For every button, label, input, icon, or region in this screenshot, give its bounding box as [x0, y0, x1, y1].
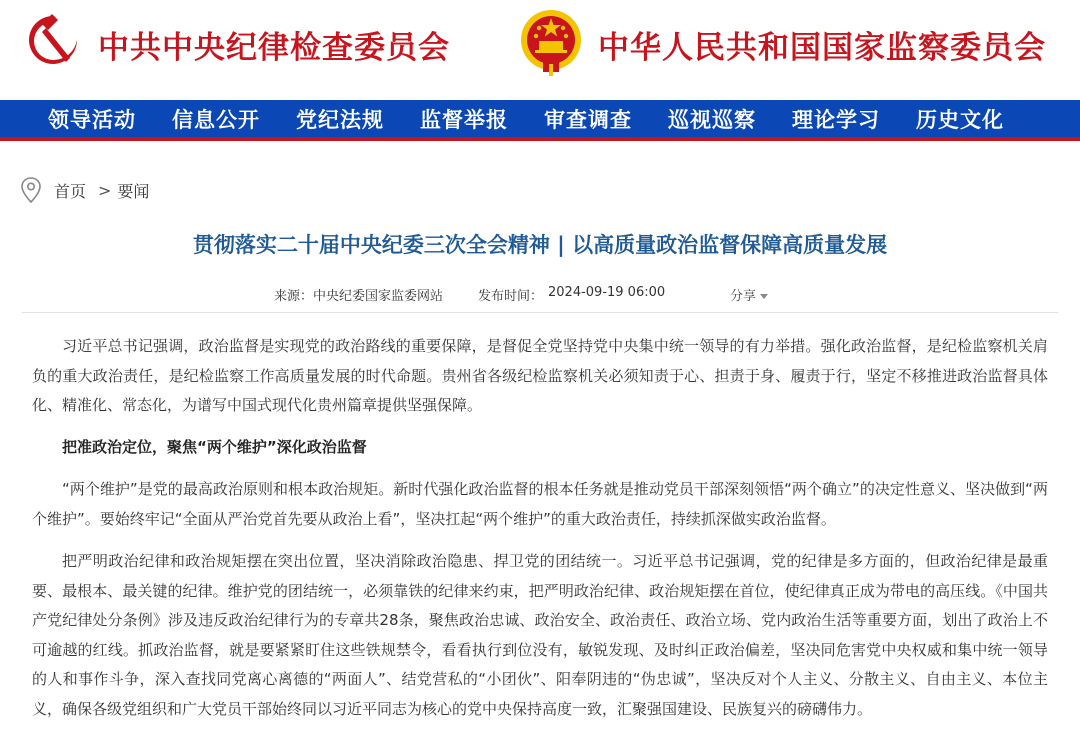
nav-item-leadership[interactable]: 领导活动 [48, 106, 136, 132]
national-supervisory-commission-title[interactable]: 中华人民共和国国家监察委员会 [598, 30, 1046, 66]
caret-down-icon [760, 294, 768, 299]
section-heading: 把准政治定位，聚焦“两个维护”深化政治监督 [62, 437, 367, 456]
source-value: 中央纪委国家监委网站 [313, 289, 444, 304]
nav-item-report[interactable]: 监督举报 [420, 106, 508, 132]
article-title: 贯彻落实二十届中央纪委三次全会精神 | 以高质量政治监督保障高质量发展 [192, 233, 888, 257]
paragraph-political-discipline: 把严明政治纪律和政治规矩摆在突出位置，坚决消除政治隐患、捍卫党的团结统一。习近平总书记强调，党的纪律是多方面的，但政治纪律是最重要、最根本、最关键的纪律。维护党的团结统一，必须靠铁的纪律来约束，把严明政治纪律、政治规矩摆在首位，使纪律真正成为带电的高压线。《中国共产党纪律处分条例》涉及违反政治纪律行为的专章共28条，聚焦政治忠诚、政治安全、政治责任、政治立场、党内政治生活等重要方面，划出了政治上不可逾越的红线。抓政治监督，就是要紧紧盯住这些铁规禁令，看看执行到位没有，敏锐发现、及时纠正政治偏差，坚决同危害党中央权威和集中统一领导的人和事作斗争，深入查找同党离心离德的“两面人”、结党营私的“小团伙”、阳奉阴违的“伪忠诚”，坚决反对个人主义、分散主义、自由主义、本位主义，确保各级党组织和广大党员干部始终同以习近平同志为核心的党中央保持高度一致，汇聚强国建设、民族复兴的磅礴伟力。 [32, 552, 1048, 718]
publish-time-value: 2024-09-19 06:00 [548, 285, 666, 300]
publish-time-label: 发布时间： [478, 289, 544, 304]
nav-item-theory[interactable]: 理论学习 [792, 106, 880, 132]
paragraph-two-maintains: “两个维护”是党的最高政治原则和根本政治规矩。新时代强化政治监督的根本任务就是推动党员干部深刻领悟“两个确立”的决定性意义、坚决做到“两个维护”。要始终牢记“全面从严治党首先要从政治上看”，坚决扛起“两个维护”的重大政治责任，持续抓深做实政治监督。 [32, 480, 1048, 528]
nav-item-inspection[interactable]: 巡视巡察 [668, 106, 756, 132]
location-pin-icon [20, 176, 42, 204]
site-header [0, 0, 1080, 100]
article-body [32, 332, 1048, 724]
article-meta [0, 285, 1080, 305]
national-emblem-icon[interactable] [519, 8, 583, 76]
hammer-sickle-icon[interactable] [22, 10, 84, 72]
cpc-commission-title[interactable]: 中共中央纪律检查委员会 [98, 30, 450, 66]
nav-item-history[interactable]: 历史文化 [916, 106, 1004, 132]
share-label: 分享 [730, 289, 757, 304]
nav-item-info-disclosure[interactable]: 信息公开 [172, 106, 260, 132]
nav-item-investigation[interactable]: 审查调查 [544, 106, 632, 132]
source-label: 来源： [274, 289, 314, 304]
meta-divider [22, 312, 1058, 313]
nav-item-regulations[interactable]: 党纪法规 [296, 106, 384, 132]
share-button[interactable] [730, 285, 768, 304]
breadcrumb [20, 175, 149, 205]
breadcrumb-current[interactable]: 要闻 [117, 181, 150, 201]
main-nav [0, 100, 1080, 141]
paragraph-intro: 习近平总书记强调，政治监督是实现党的政治路线的重要保障，是督促全党坚持党中央集中统一领导的有力举措。强化政治监督，是纪检监察机关肩负的重大政治责任，是纪检监察工作高质量发展的时代命题。贵州省各级纪检监察机关必须知责于心、担责于身、履责于行，坚定不移推进政治监督具体化、精准化、常态化，为谱写中国式现代化贵州篇章提供坚强保障。 [32, 337, 1048, 414]
breadcrumb-separator: > [98, 180, 112, 200]
breadcrumb-home[interactable]: 首页 [54, 181, 87, 201]
